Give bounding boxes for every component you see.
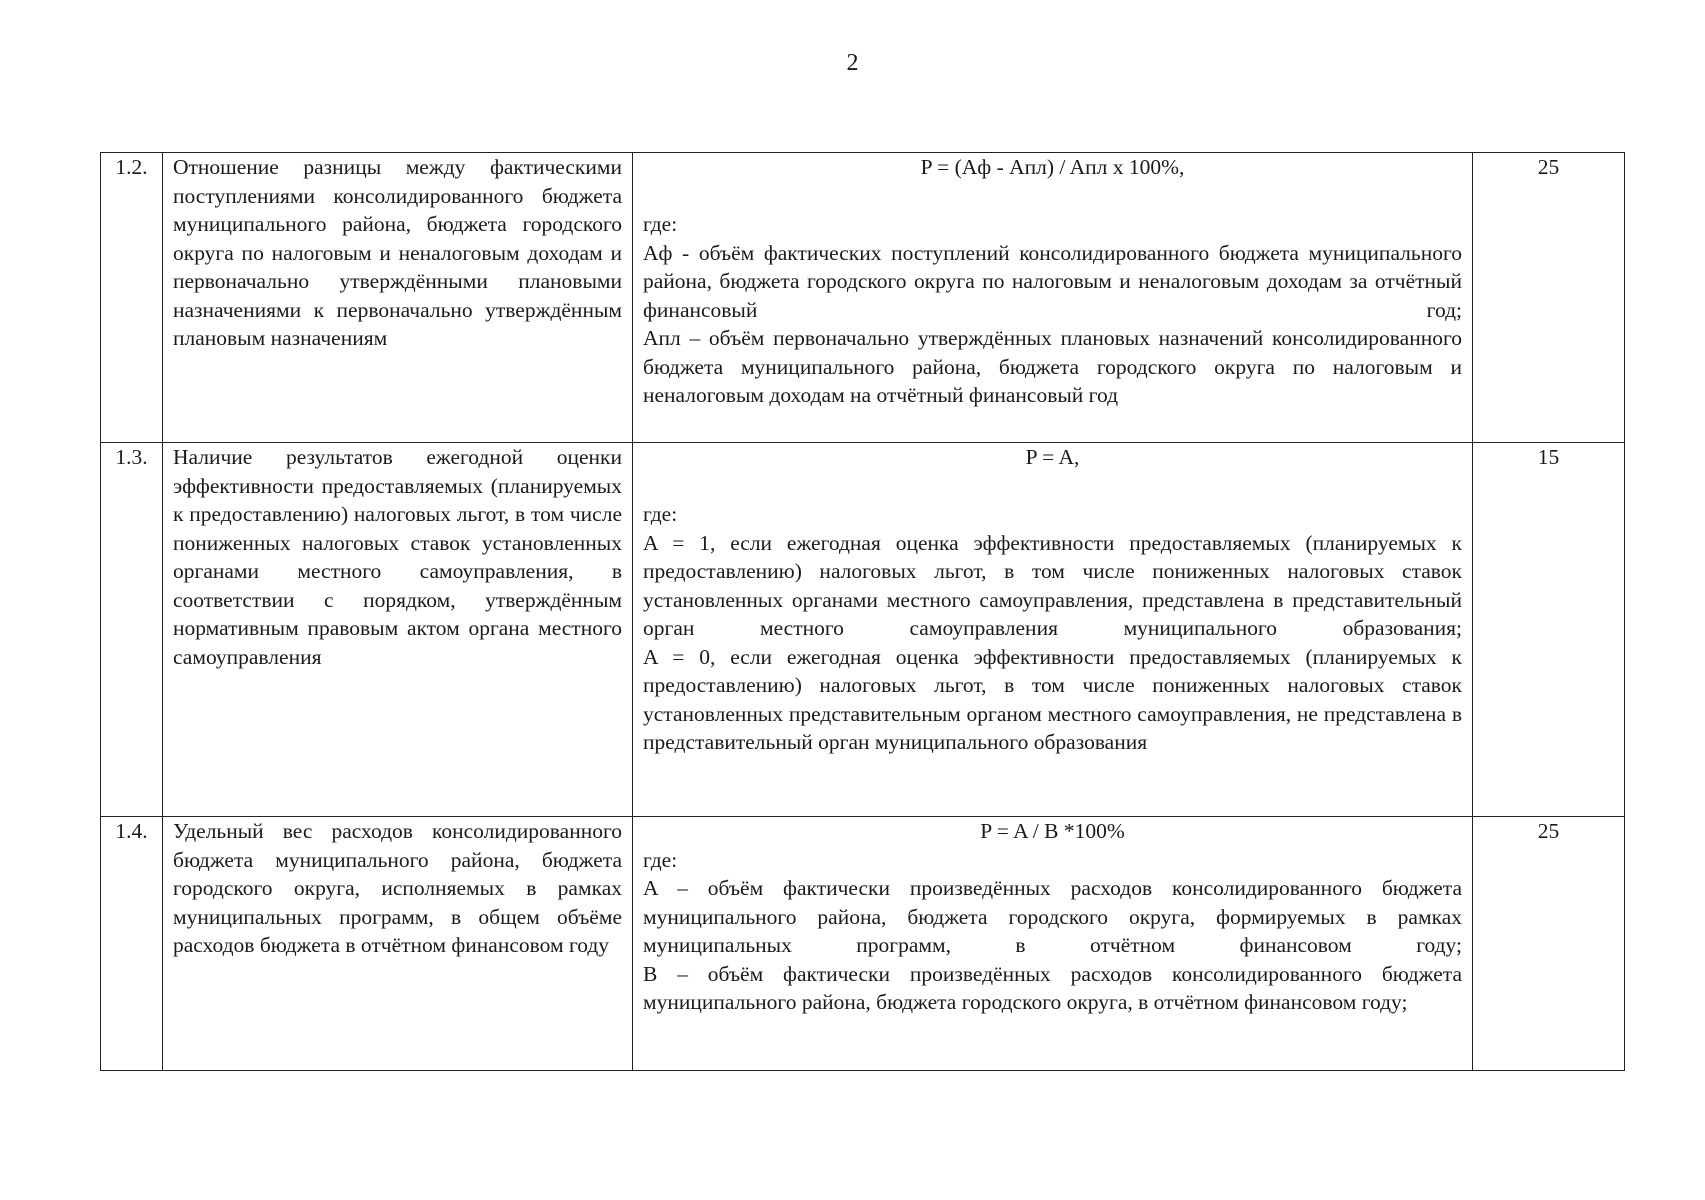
page-number: 2 bbox=[846, 50, 859, 76]
row-number: 1.4. bbox=[101, 817, 163, 1071]
indicator-name: Наличие результатов ежегодной оценки эффективности предоставляемых (планируемых к предоставлению) налоговых льгот, в том числе пониженных налоговых ставок установленных органами местного самоуправления, в соответствии с порядком, утверждённым нормативным правовым актом органа местного самоуправления bbox=[163, 443, 633, 817]
table-row bbox=[101, 153, 1625, 443]
formula: P = (Aф - Aпл) / Aпл x 100%, bbox=[920, 155, 1185, 179]
table-row bbox=[101, 443, 1625, 817]
definition: B – объём фактически произведённых расходов консолидированного бюджета муниципального района, бюджета городского округа, в отчётном финансовом году; bbox=[643, 961, 1462, 1014]
definition: A = 0, если ежегодная оценка эффективности предоставляемых (планируемых к предоставлению) налоговых льгот, в том числе пониженных налоговых ставок установленных представительным органом местного самоуправления, не представлена в представительный орган муниципального образования bbox=[643, 644, 1462, 754]
row-number: 1.2. bbox=[101, 153, 163, 443]
where-label: где: bbox=[643, 847, 678, 872]
formula: P = A / B *100% bbox=[980, 819, 1125, 843]
weight-value: 15 bbox=[1473, 443, 1625, 817]
table-row bbox=[101, 817, 1625, 1071]
formula: P = A, bbox=[1025, 445, 1080, 469]
row-number: 1.3. bbox=[101, 443, 163, 817]
where-label: где: bbox=[643, 212, 678, 236]
weight-value: 25 bbox=[1473, 153, 1625, 443]
definition: A = 1, если ежегодная оценка эффективности предоставляемых (планируемых к предоставлению) налоговых льгот, в том числе пониженных налоговых ставок установленных органами местного самоуправления, представлена в представительный орган местного самоуправления муниципального образования; bbox=[643, 530, 1462, 640]
formula-cell bbox=[633, 153, 1473, 443]
weight-value: 25 bbox=[1473, 817, 1625, 1071]
where-label: где: bbox=[643, 502, 678, 526]
definition: Aпл – объём первоначально утверждённых плановых назначений консолидированного бюджета муниципального района, бюджета городского округа по налоговым и неналоговым доходам на отчётный финансовый год bbox=[643, 326, 1462, 407]
definition: Aф - объём фактических поступлений консолидированного бюджета муниципального района, бюджета городского округа по налоговым и неналоговым доходам за отчётный финансовый год; bbox=[643, 240, 1462, 322]
criteria-table bbox=[100, 152, 1625, 1071]
formula-cell bbox=[633, 443, 1473, 817]
indicator-name: Удельный вес расходов консолидированного бюджета муниципального района, бюджета городского округа, исполняемых в рамках муниципальных программ, в общем объёме расходов бюджета в отчётном финансовом году bbox=[163, 817, 633, 1071]
definition: A – объём фактически произведённых расходов консолидированного бюджета муниципального района, бюджета городского округа, формируемых в рамках муниципальных программ, в отчётном финансовом году; bbox=[643, 876, 1462, 957]
indicator-name: Отношение разницы между фактическими поступлениями консолидированного бюджета муниципального района, бюджета городского округа по налоговым и неналоговым доходам и первоначально утверждёнными плановыми назначениями к первоначально утверждённым плановым назначениям bbox=[163, 153, 633, 443]
formula-cell bbox=[633, 817, 1473, 1071]
